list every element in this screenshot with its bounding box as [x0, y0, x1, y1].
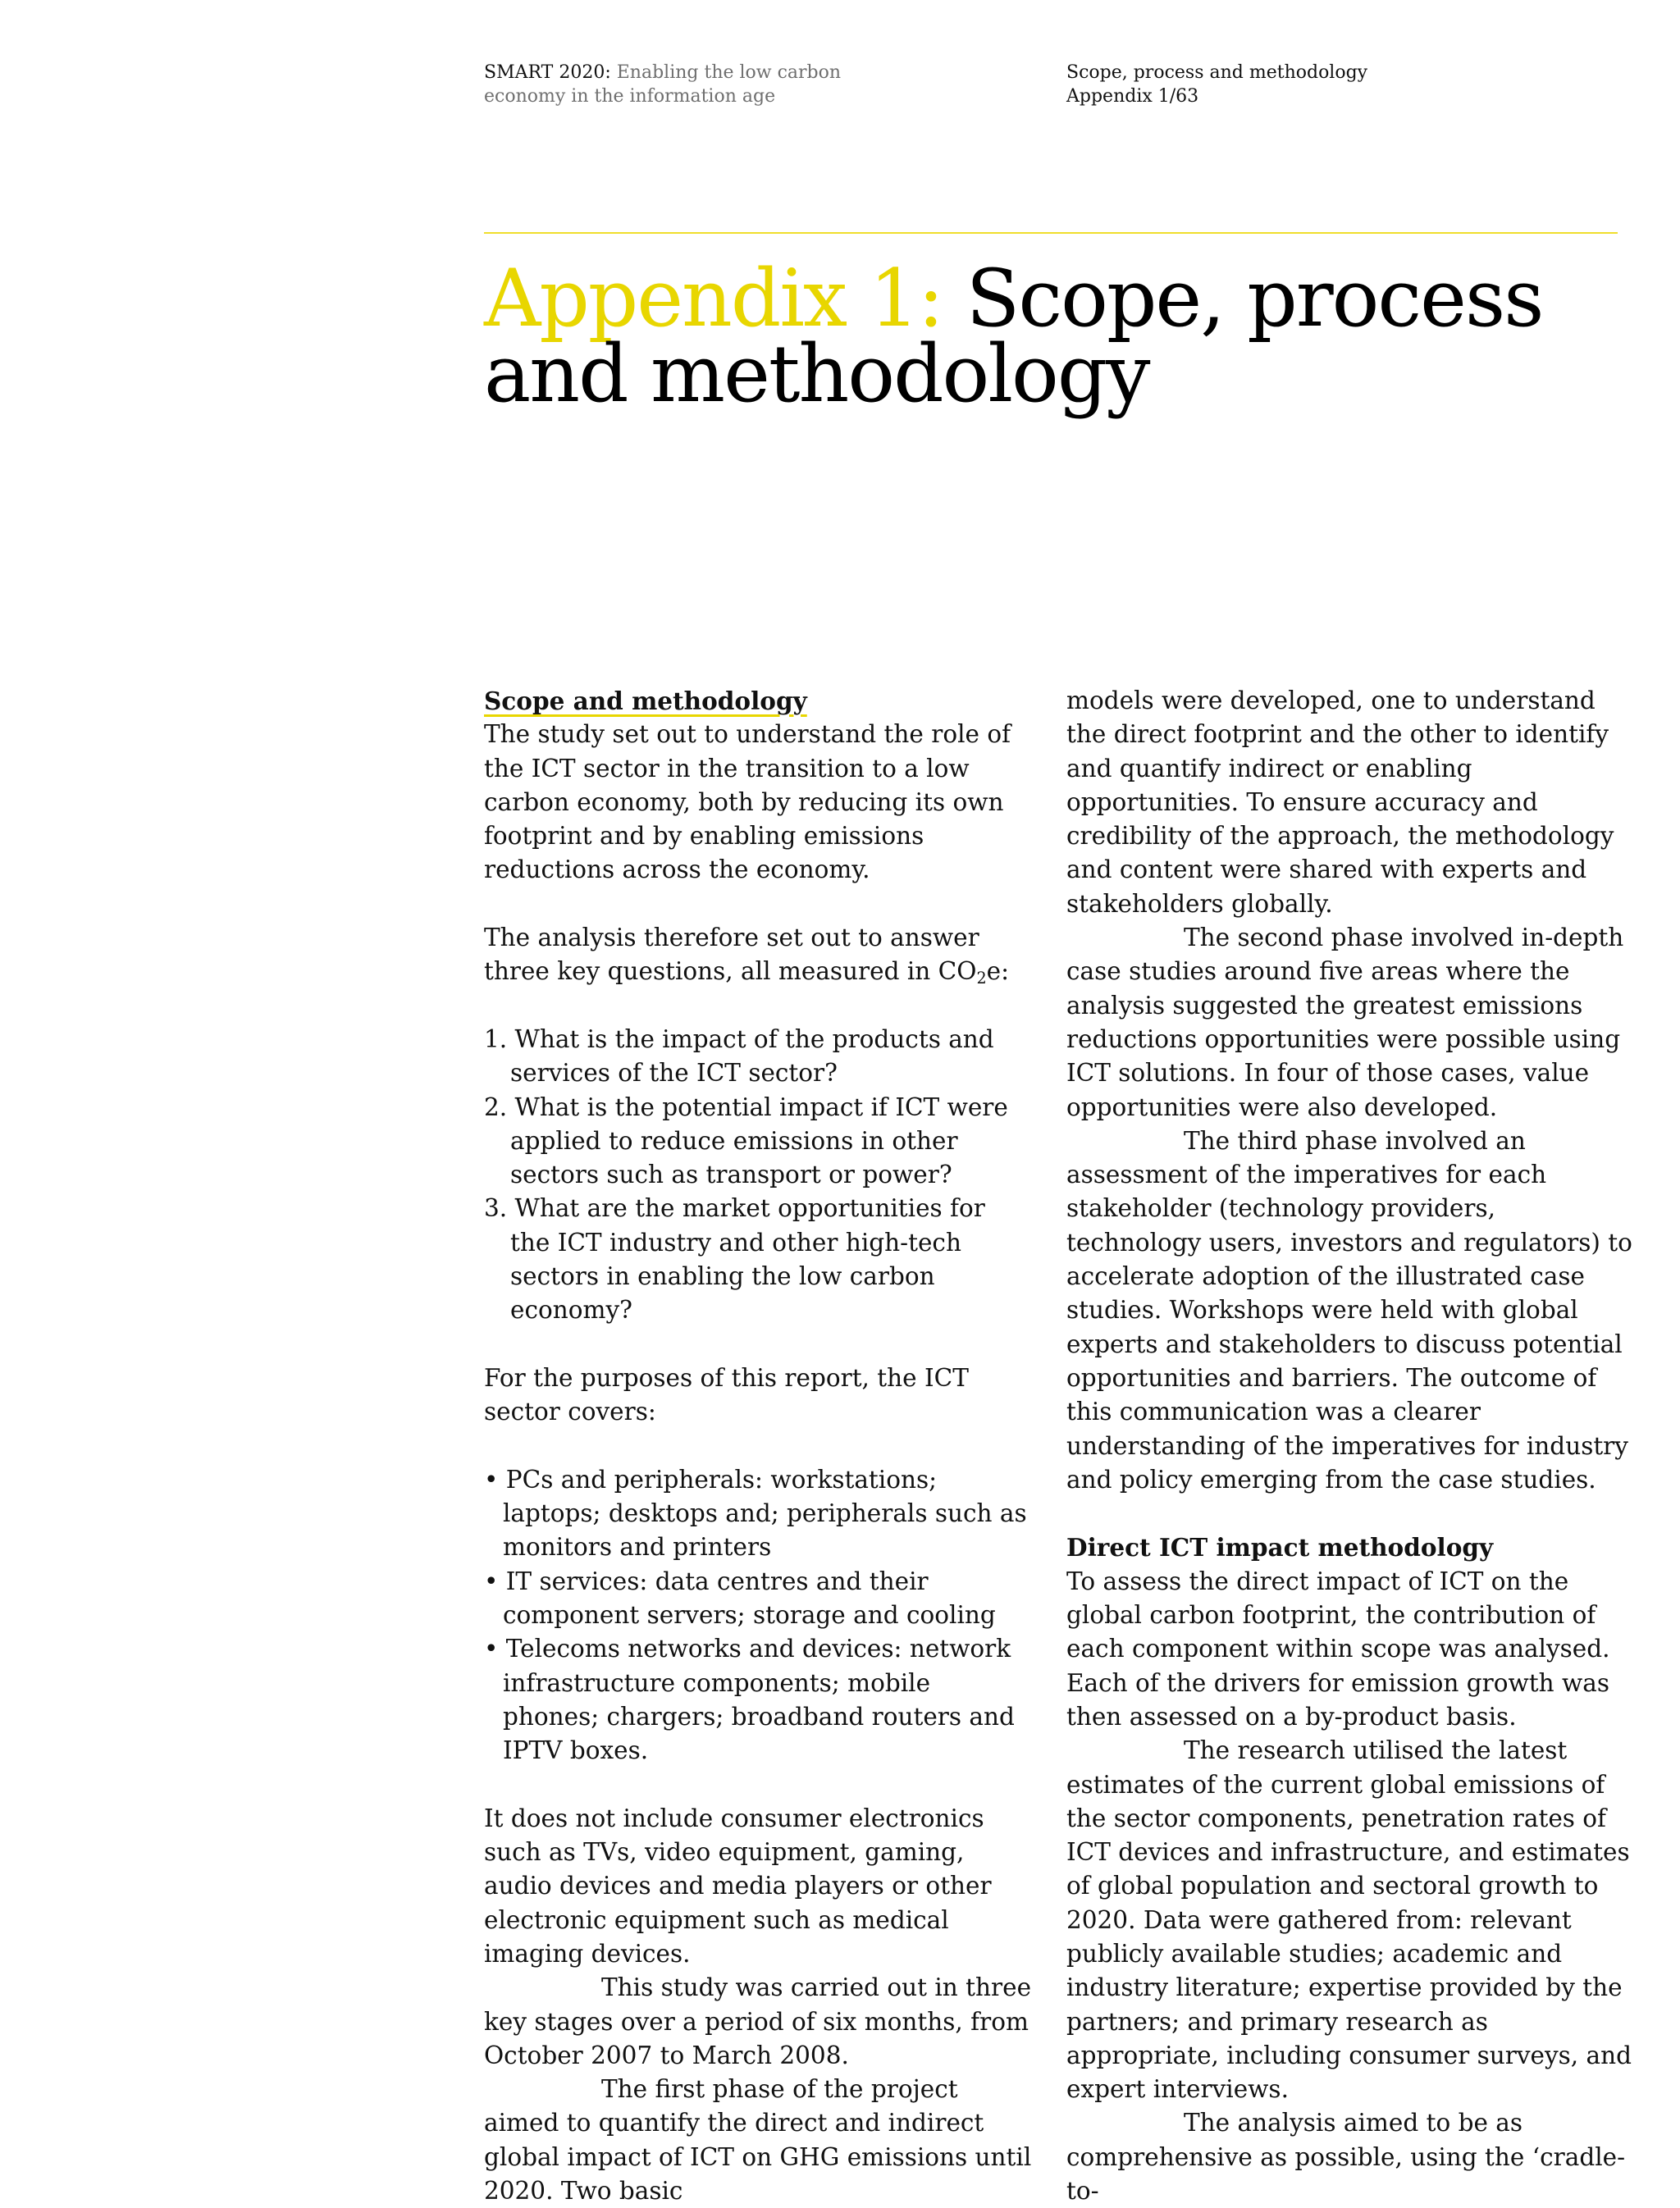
list-item: 1. What is the impact of the products and services of the ICT sector?	[484, 1024, 994, 1088]
list-item: • IT services: data centres and their component servers; storage and cooling	[484, 1567, 996, 1630]
list-item: 3. What are the market opportunities for the ICT industry and other high-tech sectors in enabling the low carbon economy?	[484, 1194, 985, 1325]
paragraph: models were developed, one to understand the direct footprint and the other to identify and quantify indirect or enabling opportunities. To ensure accuracy and credibility of the approach, the methodology and content were shared with experts and stakeholders globally.	[1066, 687, 1614, 918]
right-column	[1066, 684, 1632, 2208]
running-header-right	[1066, 61, 1367, 108]
left-column	[484, 684, 1032, 2208]
paragraph: To assess the direct impact of ICT on the global carbon footprint, the contribution of each component within scope was analysed. Each of the drivers for emission growth was then assessed on a by-product basis.	[1066, 1567, 1610, 1731]
page-title-main: Scope, process and methodology	[484, 253, 1543, 420]
list-item: • PCs and peripherals: workstations; laptops; desktops and; peripherals such as monitors and printers	[484, 1465, 1027, 1562]
questions-list	[484, 1023, 1032, 1328]
section-heading-scope: Scope and methodology	[484, 687, 807, 715]
section-heading-direct-impact: Direct ICT impact methodology	[1066, 1533, 1494, 1562]
list-item: • Telecoms networks and devices: network infrastructure components; mobile phones; chargers; broadband routers and IPTV boxes.	[484, 1635, 1015, 1765]
section-name: Scope, process and methodology	[1066, 62, 1368, 83]
page-title-accent: Appendix 1:	[484, 253, 943, 344]
title-divider	[484, 232, 1618, 234]
paragraph: The first phase of the project aimed to quantify the direct and indirect global impact of ICT on GHG emissions until 2020. Two basic	[484, 2075, 1032, 2206]
paragraph: This study was carried out in three key stages over a period of six months, from October 2007 to March 2008.	[484, 1973, 1032, 2069]
paragraph: The second phase involved in-depth case studies around five areas where the analysis suggested the greatest emissions reductions opportunities were possible using ICT solutions. In four of those cases, value opportunities were also developed.	[1066, 924, 1624, 1121]
paragraph-questions-intro: The analysis therefore set out to answer three key questions, all measured in $CO_2e$:	[484, 924, 1010, 988]
page-number: Appendix 1/63	[1066, 86, 1199, 107]
report-subtitle-line1: Enabling the low carbon	[616, 62, 842, 83]
running-header-left	[484, 61, 841, 108]
list-item: 2. What is the potential impact if ICT were applied to reduce emissions in other sectors such as transport or power?	[484, 1093, 1008, 1189]
paragraph: The study set out to understand the role of the ICT sector in the transition to a low carbon economy, both by reducing its own footprint and by enabling emissions reductions across the economy.	[484, 720, 1011, 884]
paragraph: The research utilised the latest estimates of the current global emissions of the sector components, penetration rates of ICT devices and infrastructure, and estimates of global population and sectoral growth to 2020. Data were gathered from: relevant publicly available studies; academic and industry literature; expertise provided by the partners; and primary research as appropriate, including consumer surveys, and expert interviews.	[1066, 1736, 1632, 2104]
ict-sector-list	[484, 1463, 1032, 1768]
paragraph: For the purposes of this report, the ICT sector covers:	[484, 1363, 969, 1426]
paragraph: It does not include consumer electronics such as TVs, video equipment, gaming, audio devices and media players or other electronic equipment such as medical imaging devices.	[484, 1804, 992, 1968]
paragraph: The analysis aimed to be as comprehensive as possible, using the ‘cradle-to-	[1066, 2109, 1626, 2206]
page-title	[484, 253, 1632, 420]
paragraph: The third phase involved an assessment of the imperatives for each stakeholder (technology providers, technology users, investors and regulators) to accelerate adoption of the illustrated case studies. Workshops were held with global experts and stakeholders to discuss potential opportunities and barriers. The outcome of this communication was a clearer understanding of the imperatives for industry and policy emerging from the case studies.	[1066, 1126, 1632, 1494]
report-title: SMART 2020:	[484, 62, 611, 83]
report-subtitle-line2: economy in the information age	[484, 86, 776, 107]
